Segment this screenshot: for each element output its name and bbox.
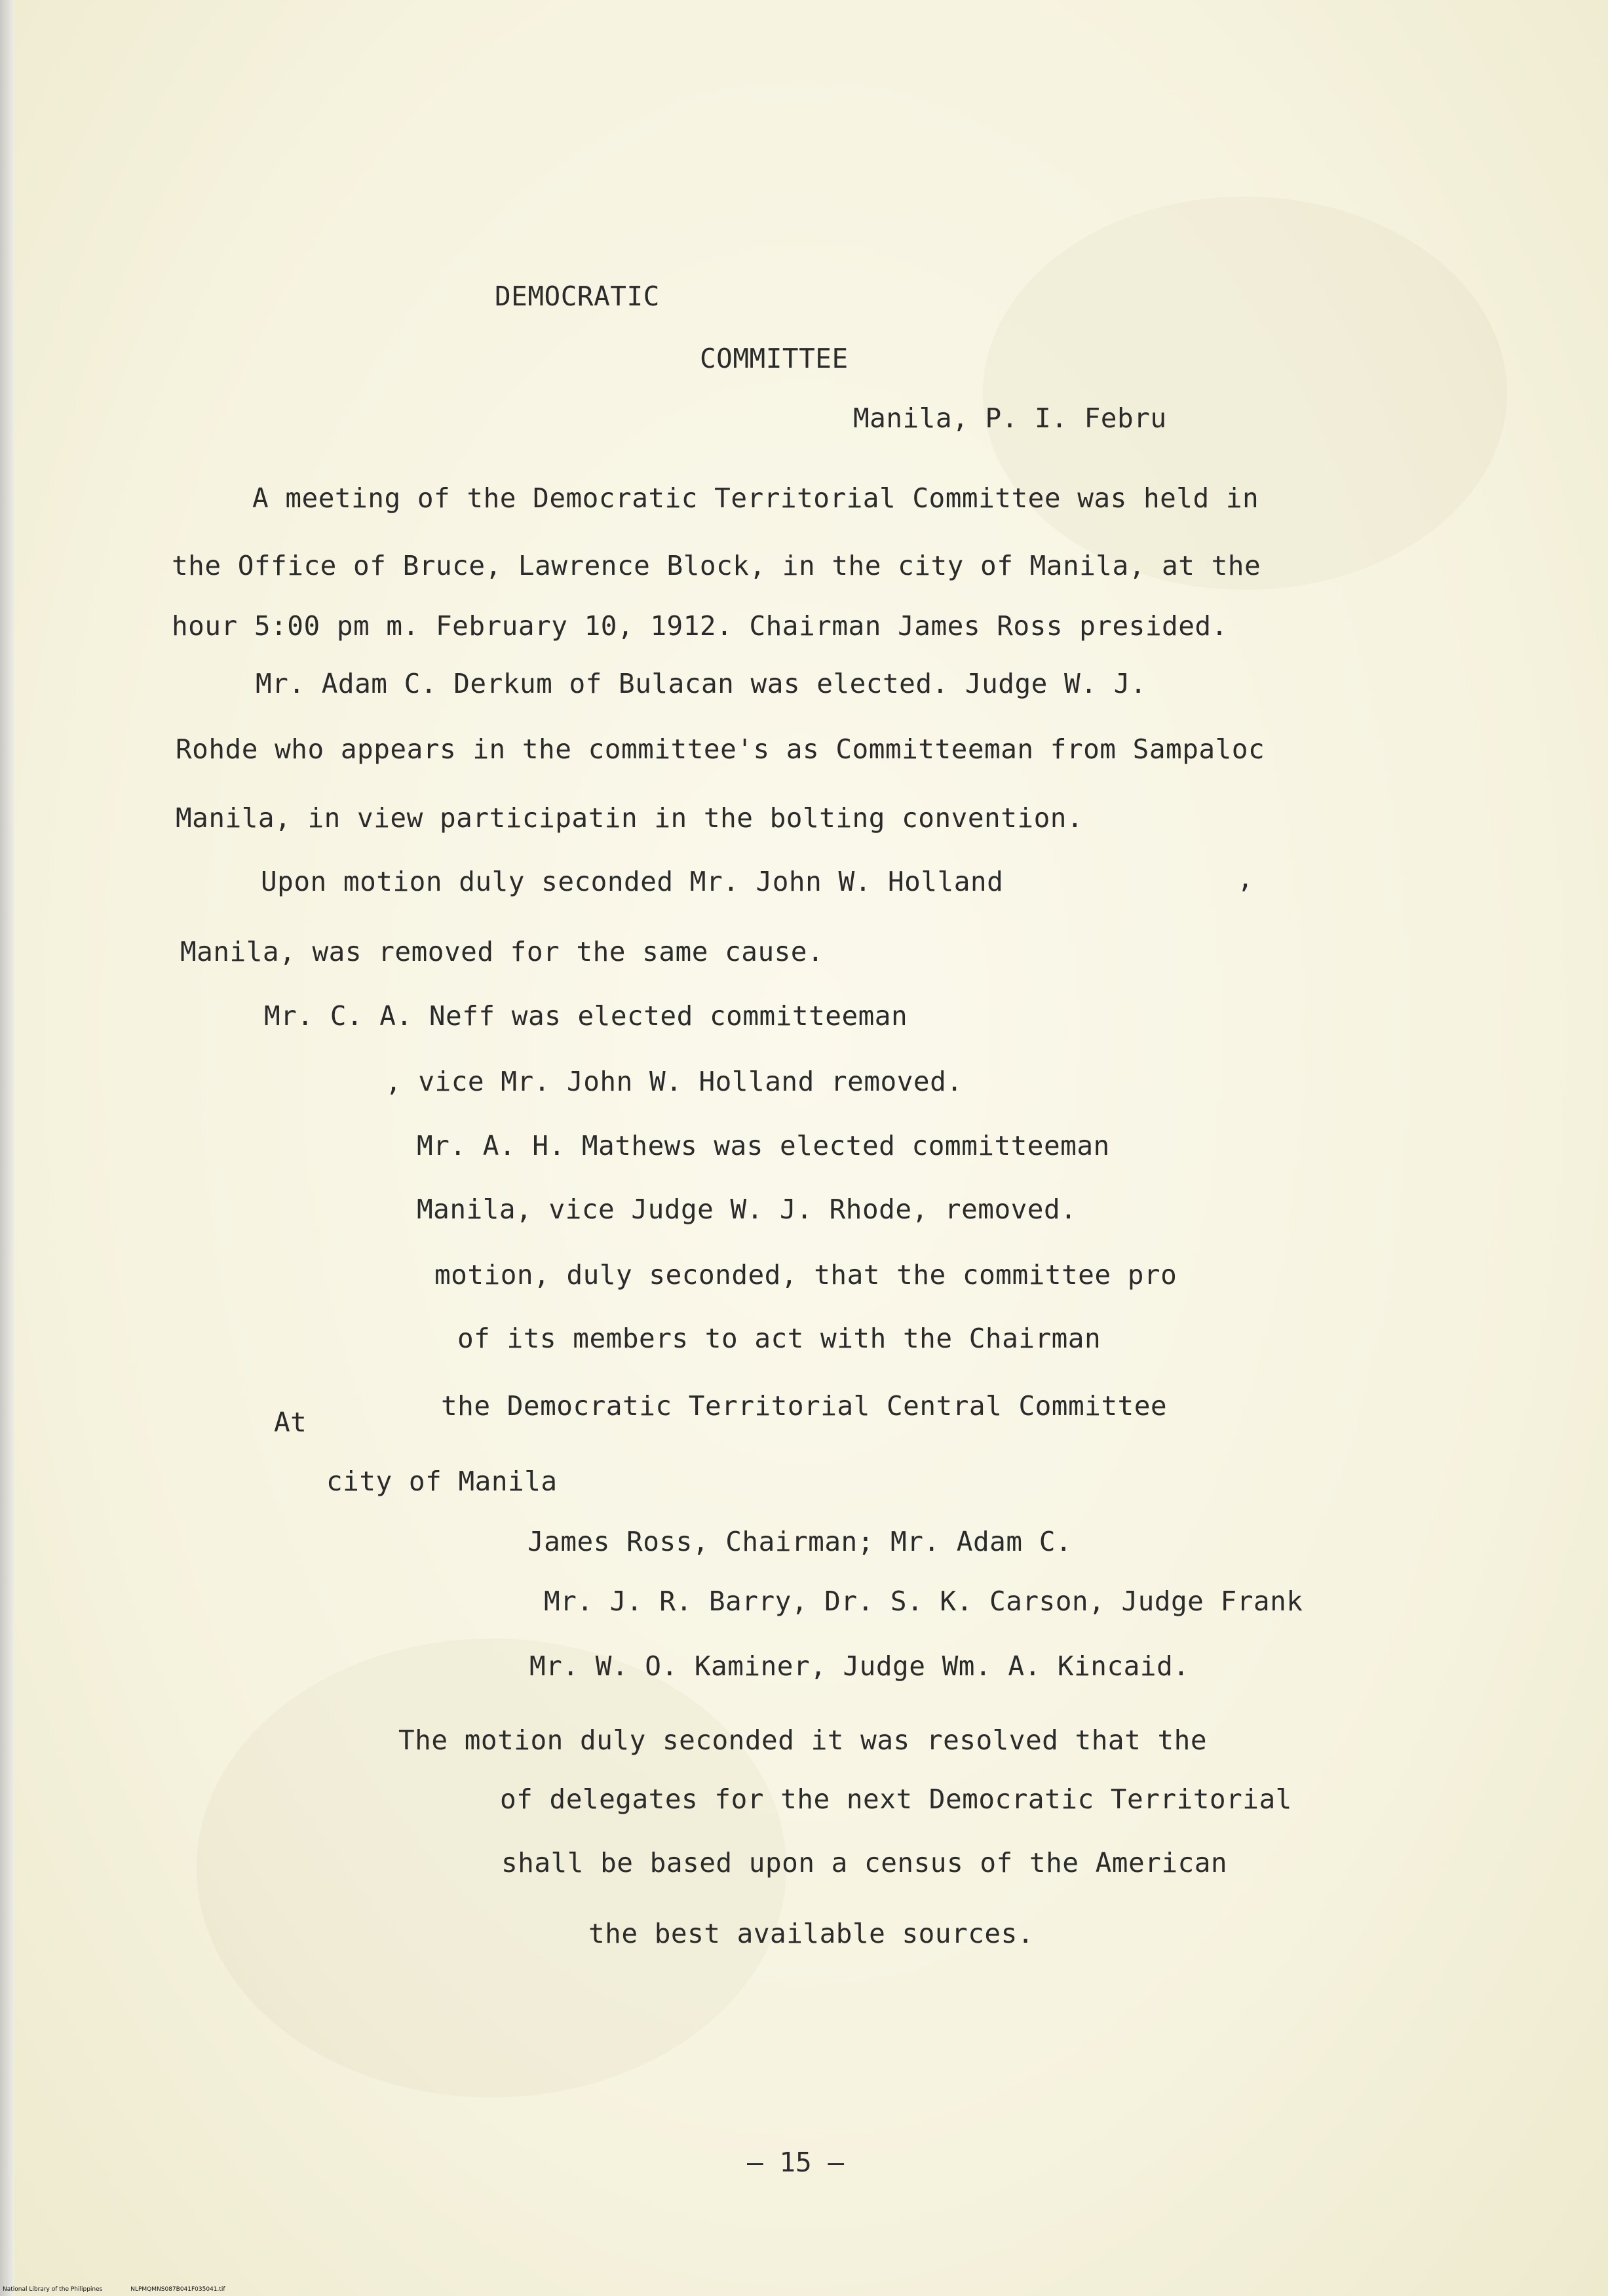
text-line: shall be based upon a census of the American xyxy=(501,1847,1228,1878)
text-line: the Democratic Territorial Central Committee xyxy=(441,1390,1168,1422)
text-line: The motion duly seconded it was resolved that the xyxy=(398,1724,1208,1756)
text-line: Mr. W. O. Kaminer, Judge Wm. A. Kincaid. xyxy=(529,1650,1190,1682)
footer-library: National Library of the Philippines xyxy=(3,2286,103,2293)
page-number: — 15 — xyxy=(747,2147,845,2178)
heading-democratic: DEMOCRATIC xyxy=(495,281,660,312)
text-line: Manila, in view participatin in the bolting convention. xyxy=(176,802,1084,834)
text-line: the Office of Bruce, Lawrence Block, in the city of Manila, at the xyxy=(172,550,1261,581)
text-line: Mr. Adam C. Derkum of Bulacan was elected. Judge W. J. xyxy=(256,668,1147,699)
text-line: of its members to act with the Chairman xyxy=(457,1323,1101,1354)
text-line: , xyxy=(1237,863,1254,894)
text-line: Upon motion duly seconded Mr. John W. Holland xyxy=(261,866,1004,897)
text-line: Mr. C. A. Neff was elected committeeman xyxy=(264,1000,908,1032)
text-line: Mr. A. H. Mathews was elected committeeman xyxy=(417,1130,1110,1161)
text-line: city of Manila xyxy=(326,1466,558,1497)
footer-file-id: NLPMQMNS087B041F035041.tif xyxy=(130,2286,225,2293)
footer-caption xyxy=(3,2286,252,2293)
text-line: Manila, vice Judge W. J. Rhode, removed. xyxy=(417,1194,1077,1225)
heading-committee: COMMITTEE xyxy=(700,343,849,374)
text-line: A meeting of the Democratic Territorial Committee was held in xyxy=(252,482,1259,514)
dateline: Manila, P. I. Febru xyxy=(853,402,1167,434)
text-line: of delegates for the next Democratic Territorial xyxy=(500,1783,1292,1815)
text-line: Mr. J. R. Barry, Dr. S. K. Carson, Judge Frank xyxy=(544,1586,1303,1617)
page-edge-shadow xyxy=(0,0,14,2296)
text-line: Manila, was removed for the same cause. xyxy=(180,936,824,967)
text-line: At xyxy=(274,1407,307,1438)
paper-stain xyxy=(983,197,1507,590)
text-line: Rohde who appears in the committee's as Committeeman from Sampaloc xyxy=(176,733,1265,765)
text-line: James Ross, Chairman; Mr. Adam C. xyxy=(527,1526,1073,1557)
text-line: the best available sources. xyxy=(588,1918,1034,1949)
text-line: motion, duly seconded, that the committee pro xyxy=(434,1259,1177,1291)
text-line: hour 5:00 pm m. February 10, 1912. Chairman James Ross presided. xyxy=(172,610,1228,642)
text-line: , vice Mr. John W. Holland removed. xyxy=(385,1066,963,1097)
